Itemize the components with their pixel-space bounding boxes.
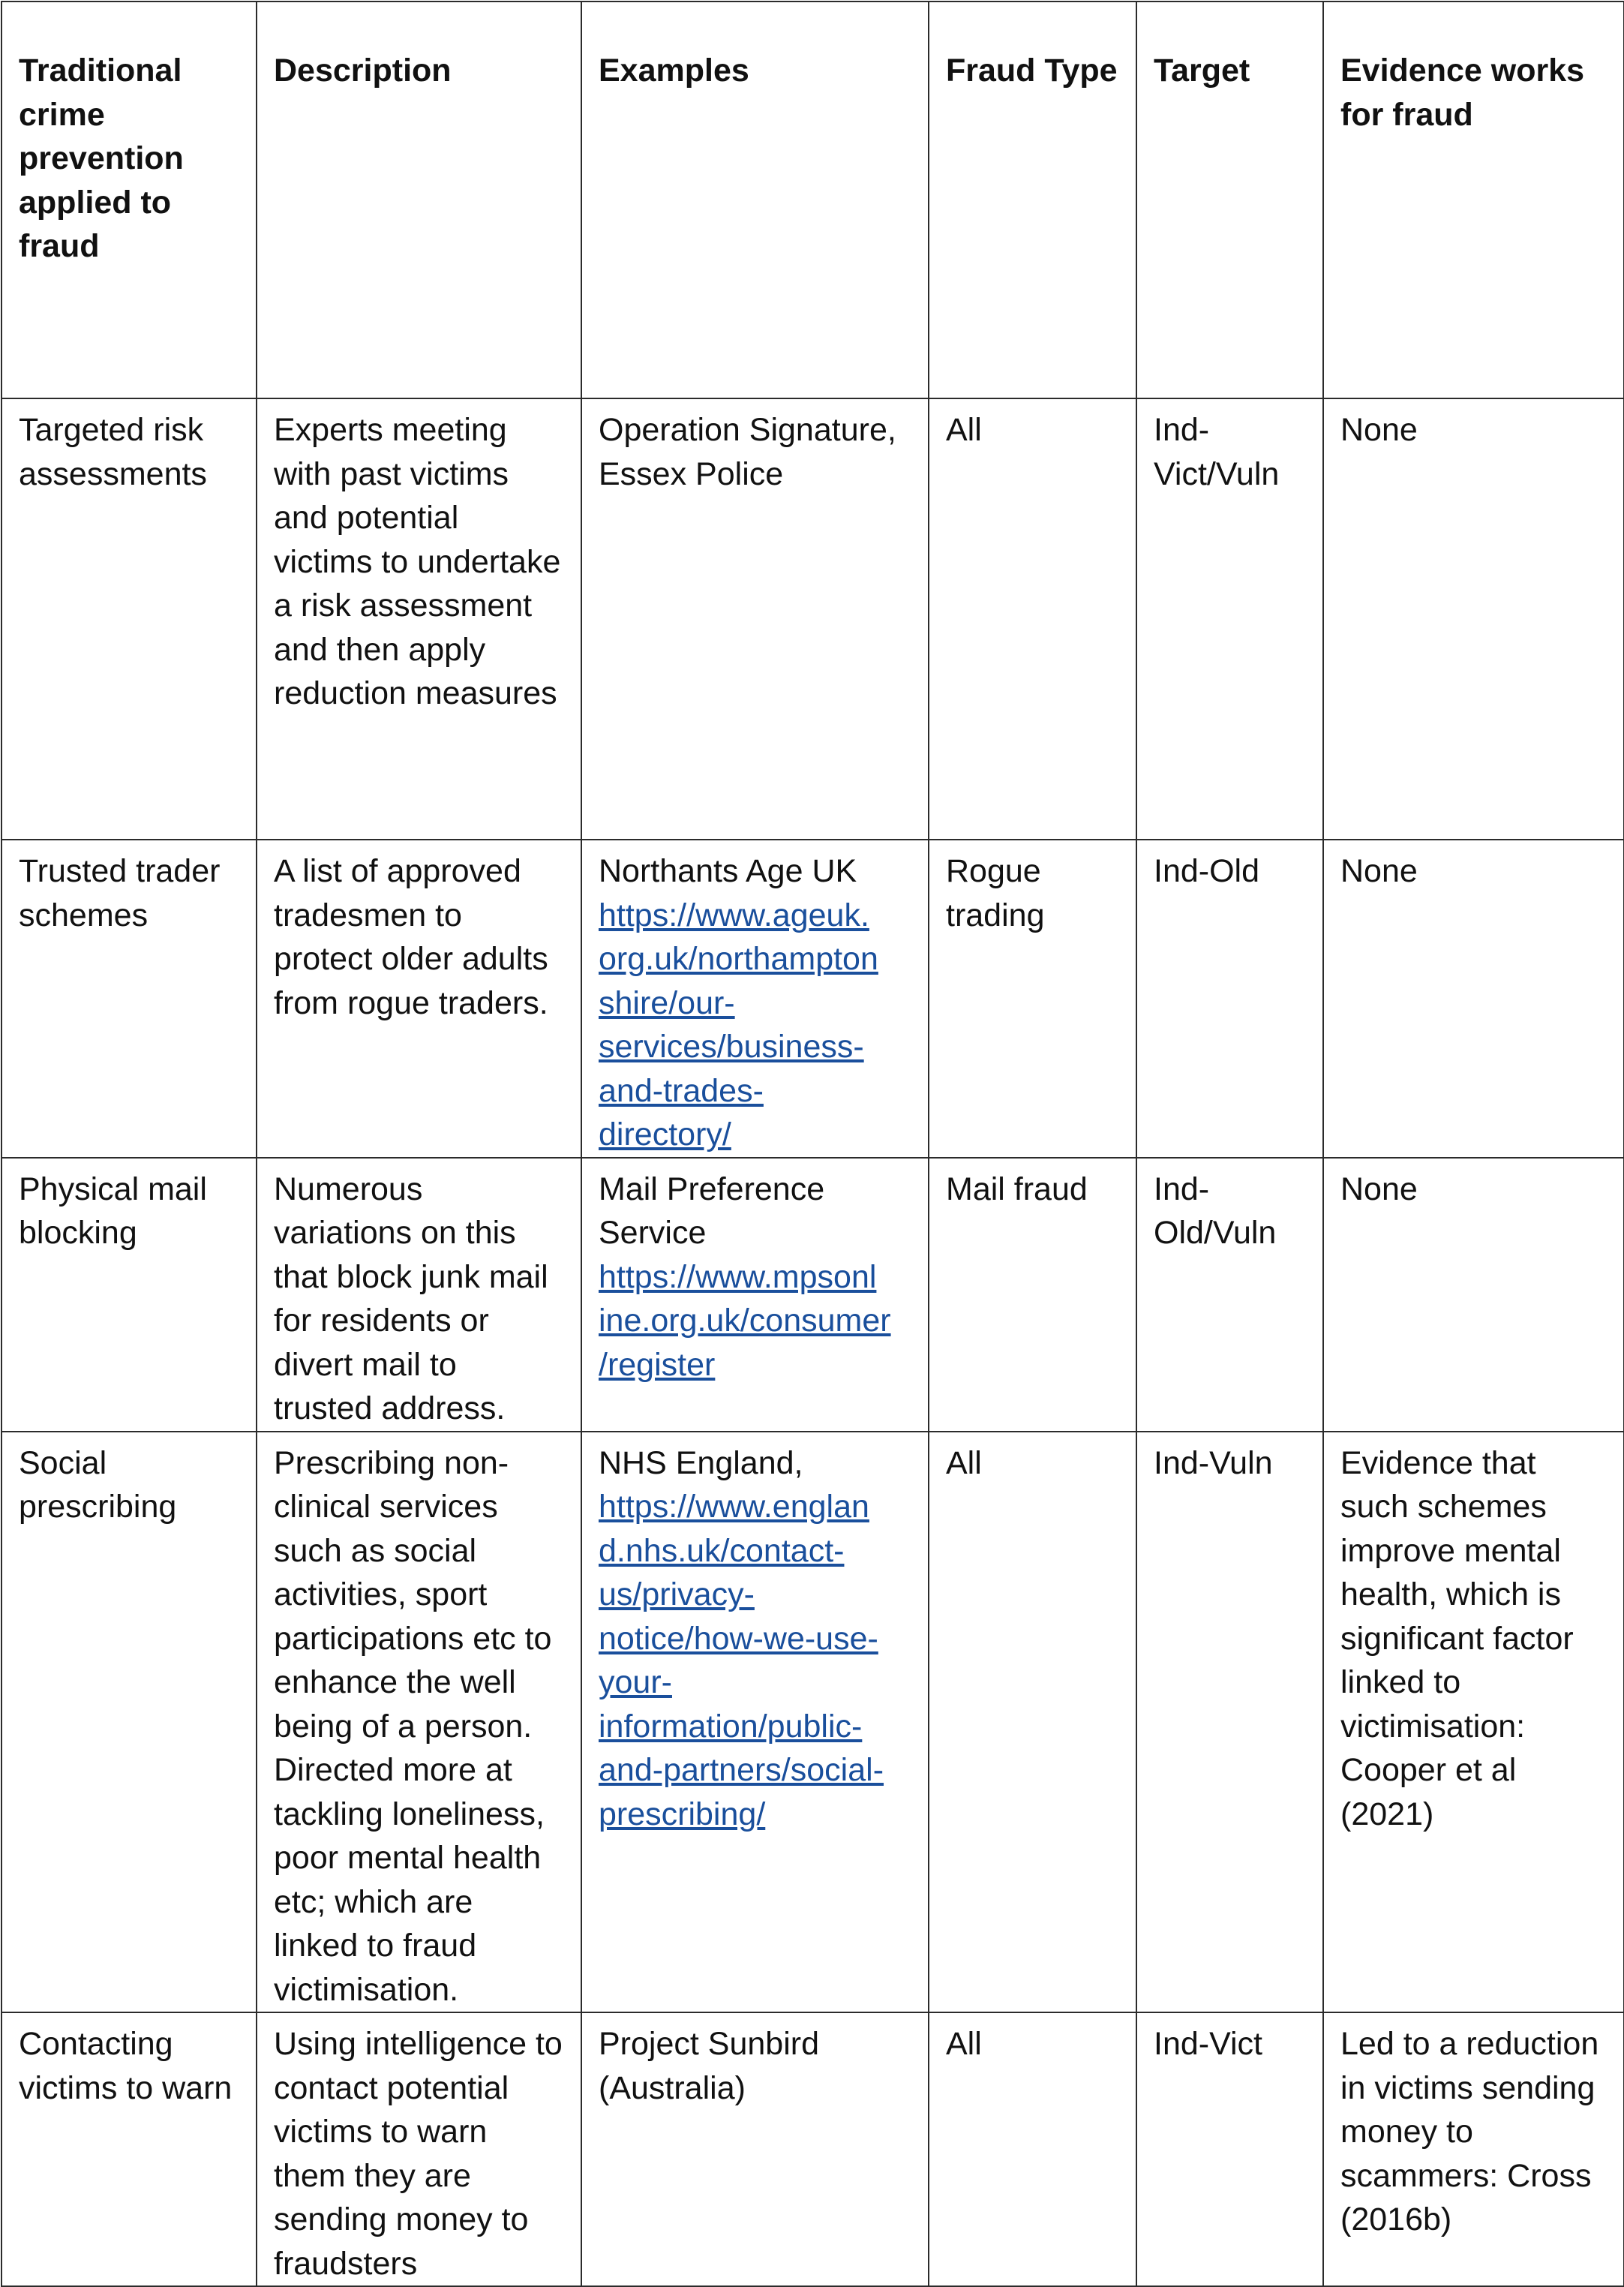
- header-fraud-type: Fraud Type: [929, 2, 1136, 398]
- evidence-cell: Led to a reduction in victims sending money to scammers: Cross (2016b): [1323, 2012, 1624, 2286]
- target-cell: Ind- Vict/Vuln: [1136, 398, 1323, 840]
- example-link[interactable]: https://www.mpsonl ine.org.uk/consumer /register: [599, 1258, 891, 1383]
- example-text: Project Sunbird (Australia): [599, 2026, 819, 2106]
- table-row: [2, 2012, 1624, 2286]
- table-row: [2, 398, 1624, 840]
- measure-cell: Targeted risk assessments: [2, 398, 257, 840]
- target-cell: Ind-Old: [1136, 840, 1323, 1158]
- evidence-cell: None: [1323, 398, 1624, 840]
- target-cell: Ind-Vuln: [1136, 1432, 1323, 2013]
- header-evidence: Evidence works for fraud: [1323, 2, 1624, 398]
- example-text: Northants Age UK: [599, 853, 857, 889]
- measure-cell: Contacting victims to warn: [2, 2012, 257, 2286]
- fraud-type-cell: Mail fraud: [929, 1158, 1136, 1432]
- table-row: [2, 840, 1624, 1158]
- table-row: [2, 1158, 1624, 1432]
- fraud-type-cell: All: [929, 398, 1136, 840]
- examples-cell: [581, 2012, 929, 2286]
- table-row: [2, 1432, 1624, 2013]
- example-link[interactable]: https://www.ageuk. org.uk/northampton shire/our- services/business- and-trades- directory/: [599, 897, 878, 1153]
- fraud-prevention-table: [1, 1, 1624, 2287]
- header-row: [2, 2, 1624, 398]
- table-body: [2, 398, 1624, 2286]
- target-cell: Ind-Vict: [1136, 2012, 1323, 2286]
- measure-cell: Trusted trader schemes: [2, 840, 257, 1158]
- header-description: Description: [257, 2, 581, 398]
- examples-cell: [581, 840, 929, 1158]
- description-cell: A list of approved tradesmen to protect older adults from rogue traders.: [257, 840, 581, 1158]
- header-examples: Examples: [581, 2, 929, 398]
- header-target: Target: [1136, 2, 1323, 398]
- fraud-type-cell: All: [929, 1432, 1136, 2013]
- example-text: Operation Signature, Essex Police: [599, 412, 896, 492]
- description-cell: Numerous variations on this that block junk mail for residents or divert mail to trusted address.: [257, 1158, 581, 1432]
- description-cell: Using intelligence to contact potential victims to warn them they are sending money to fraudsters: [257, 2012, 581, 2286]
- fraud-type-cell: All: [929, 2012, 1136, 2286]
- evidence-cell: Evidence that such schemes improve mental health, which is significant factor linked to victimisation: Cooper et al (2021): [1323, 1432, 1624, 2013]
- fraud-type-cell: Rogue trading: [929, 840, 1136, 1158]
- measure-cell: Social prescribing: [2, 1432, 257, 2013]
- description-cell: Prescribing non-clinical services such as social activities, sport participations etc to enhance the well being of a person. Directed more at tackling loneliness, poor mental health etc; which are linked to fraud victimisation.: [257, 1432, 581, 2013]
- measure-cell: Physical mail blocking: [2, 1158, 257, 1432]
- examples-cell: [581, 1158, 929, 1432]
- evidence-cell: None: [1323, 840, 1624, 1158]
- target-cell: Ind- Old/Vuln: [1136, 1158, 1323, 1432]
- header-measure: Traditional crime prevention applied to fraud: [2, 2, 257, 398]
- example-link[interactable]: https://www.englan d.nhs.uk/contact- us/privacy- notice/how-we-use- your- information/public- and-partners/social- prescribing/: [599, 1489, 884, 1832]
- examples-cell: [581, 398, 929, 840]
- evidence-cell: None: [1323, 1158, 1624, 1432]
- examples-cell: [581, 1432, 929, 2013]
- description-cell: Experts meeting with past victims and potential victims to undertake a risk assessment and then apply reduction measures: [257, 398, 581, 840]
- example-text: NHS England,: [599, 1444, 803, 1481]
- example-text: Mail Preference Service: [599, 1171, 825, 1251]
